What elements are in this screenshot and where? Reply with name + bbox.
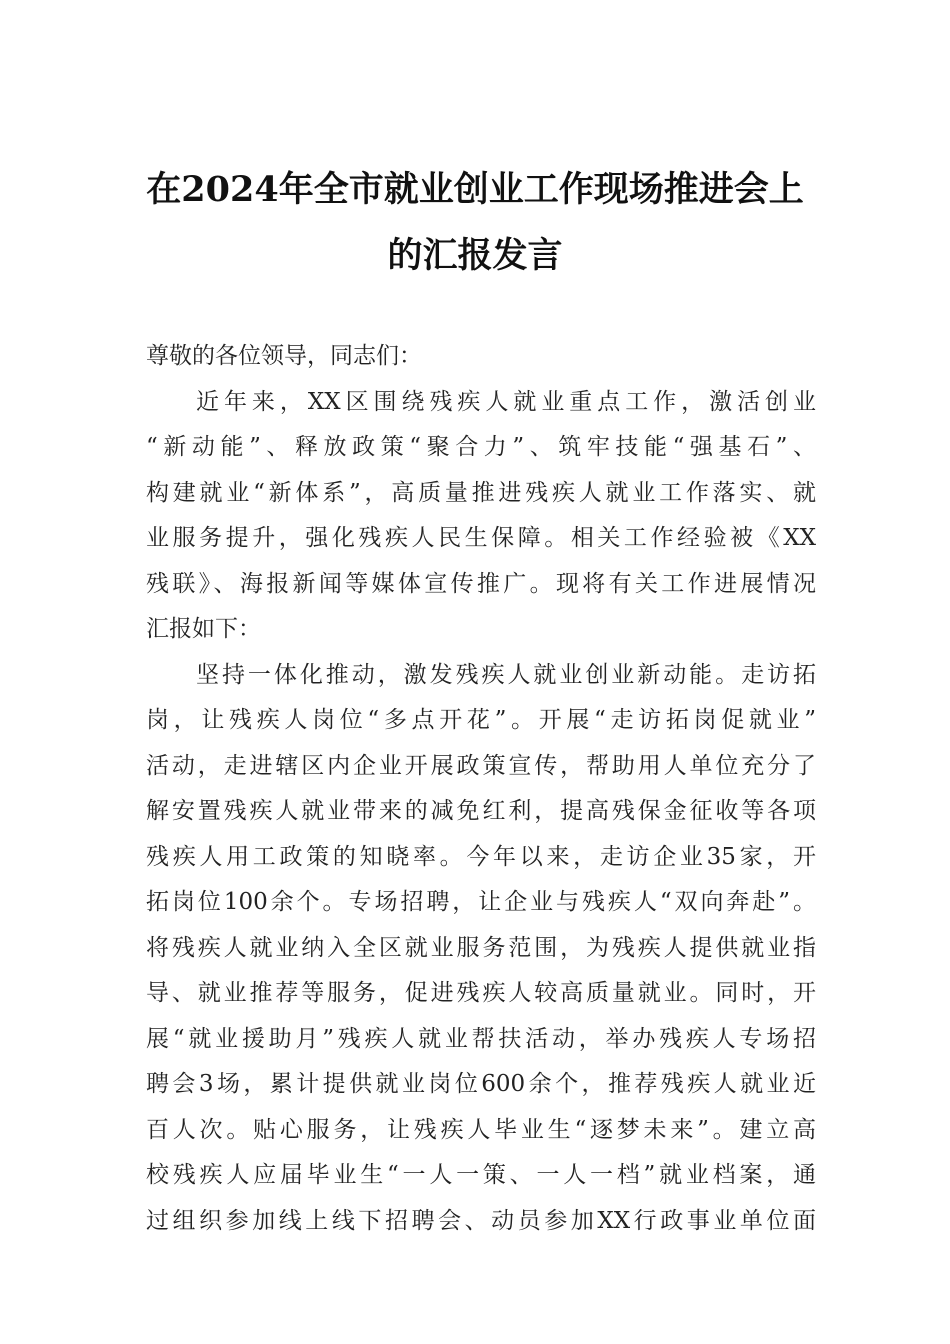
paragraph-2-line: 过组织参加线上线下招聘会、动员参加XX行政事业单位面 (146, 1207, 816, 1234)
paragraph-1-line: 汇报如下： (146, 616, 261, 642)
paragraph-1-line: 构建就业“新体系”，高质量推进残疾人就业工作落实、就 (146, 479, 816, 506)
salutation: 尊敬的各位领导，同志们： (146, 343, 422, 369)
paragraph-2-line: 坚持一体化推动，激发残疾人就业创业新动能。走访拓 (196, 661, 816, 688)
paragraph-2-line: 将残疾人就业纳入全区就业服务范围，为残疾人提供就业指 (146, 934, 816, 961)
paragraph-2-line: 活动，走进辖区内企业开展政策宣传，帮助用人单位充分了 (146, 752, 816, 779)
paragraph-2-line: 解安置残疾人就业带来的减免红利，提高残保金征收等各项 (146, 798, 816, 824)
paragraph-2-line: 聘会3场，累计提供就业岗位600余个，推荐残疾人就业近 (146, 1071, 816, 1097)
paragraph-1-line: “新动能”、释放政策“聚合力”、筑牢技能“强基石”、 (146, 434, 816, 460)
paragraph-1-line: 残联》、海报新闻等媒体宣传推广。现将有关工作进展情况 (146, 570, 816, 597)
paragraph-2-line: 校残疾人应届毕业生“一人一策、一人一档”就业档案，通 (146, 1162, 816, 1188)
paragraph-1-line: 近年来，XX区围绕残疾人就业重点工作，激活创业 (196, 388, 816, 415)
paragraph-2-line: 百人次。贴心服务，让残疾人毕业生“逐梦未来”。建立高 (146, 1116, 816, 1143)
paragraph-2-line: 导、就业推荐等服务，促进残疾人较高质量就业。同时，开 (146, 980, 816, 1006)
paragraph-2-line: 岗，让残疾人岗位“多点开花”。开展“走访拓岗促就业” (146, 707, 816, 733)
document-title-line-1: 在2024年全市就业创业工作现场推进会上 (146, 169, 804, 210)
document-body (146, 334, 816, 1244)
paragraph-1-line: 业服务提升，强化残疾人民生保障。相关工作经验被《XX (146, 525, 816, 551)
paragraph-2-line: 展“就业援助月”残疾人就业帮扶活动，举办残疾人专场招 (146, 1025, 816, 1052)
document-title-line-2: 的汇报发言 (387, 235, 563, 276)
paragraph-2-line: 拓岗位100余个。专场招聘，让企业与残疾人“双向奔赴”。 (146, 889, 816, 915)
paragraph-2-line: 残疾人用工政策的知晓率。今年以来，走访企业35家，开 (146, 843, 816, 870)
